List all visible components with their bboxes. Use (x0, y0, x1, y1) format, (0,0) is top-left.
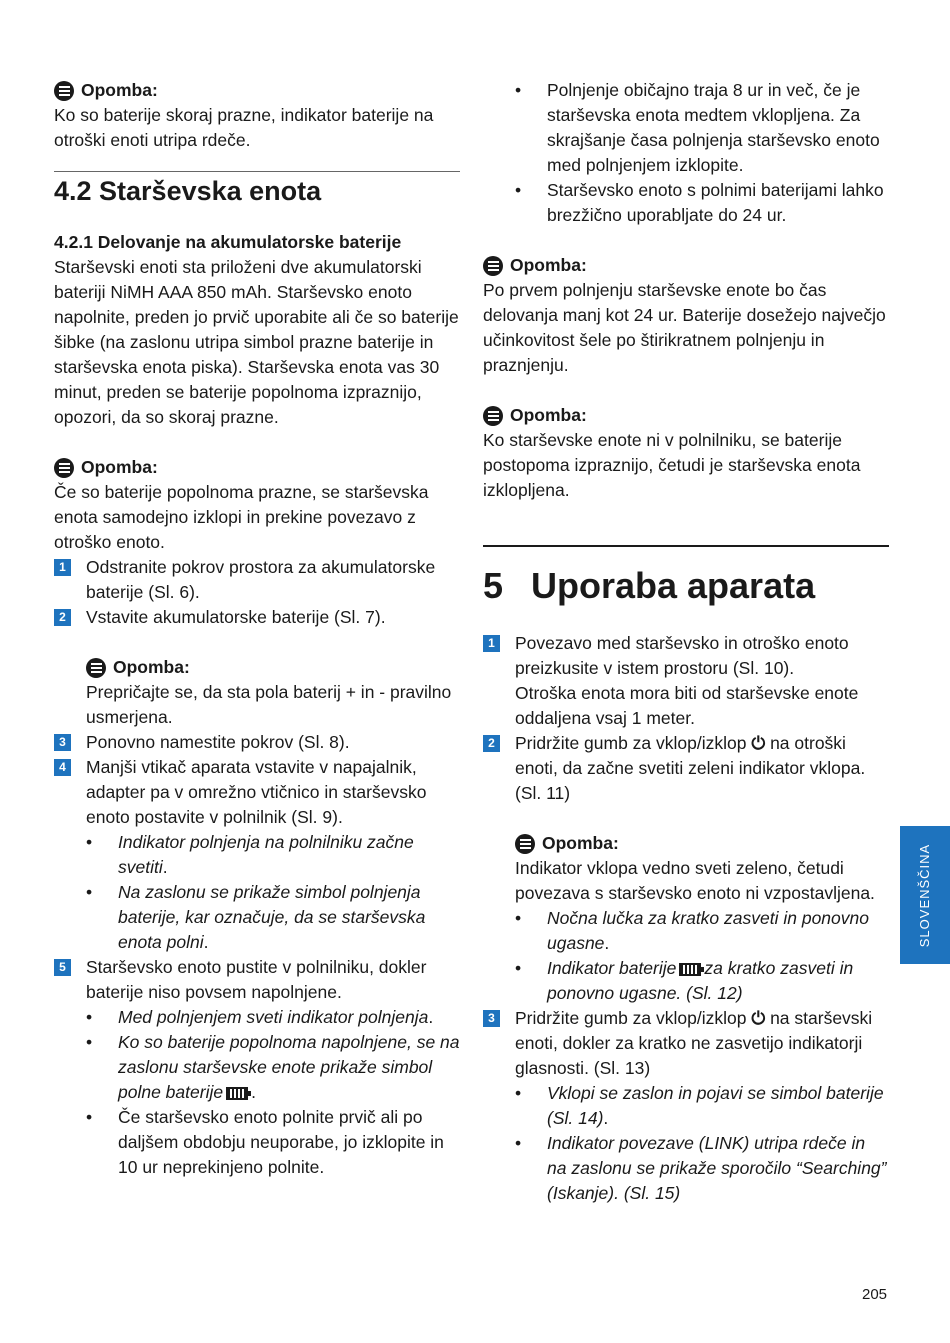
note-icon (86, 658, 106, 678)
step-number: 1 (54, 559, 71, 576)
note-icon (483, 406, 503, 426)
note-text: Ko starševske enote ni v polnilniku, se baterije postopoma izpraznijo, četudi je starševska enota izklopljena. (483, 430, 861, 500)
note-text: Indikator vklopa vedno sveti zeleno, četudi povezava s starševsko enoto ni vzpostavljena. (515, 858, 875, 903)
list-item: • Indikator polnjenja na polnilniku začne svetiti. (86, 832, 414, 877)
step-3: 3 Pridržite gumb za vklop/izklop ⏻ na starševski enoti, dokler za kratko ne zasvetijo indikatorji glasnosti. (Sl. 13) (483, 1006, 889, 1081)
step-5: 5 Starševsko enoto pustite v polnilniku, dokler baterije niso povsem napolnjene. (54, 955, 460, 1005)
note-icon (54, 81, 74, 101)
step-number: 2 (483, 735, 500, 752)
note-icon (515, 834, 535, 854)
full-battery-icon (226, 1087, 248, 1100)
note-heading: Opomba: (54, 78, 460, 103)
list-item: • Indikator baterije za kratko zasveti in ponovno ugasne. (Sl. 12) (515, 958, 854, 1003)
step-number: 4 (54, 759, 71, 776)
right-column (483, 78, 889, 1206)
chapter-title: 5 Uporaba aparata (483, 565, 816, 606)
list-item: • Polnjenje običajno traja 8 ur in več, če je starševska enota medtem vklopljena. Za skrajšanje časa polnjenja starševsko enoto med polnjenjem izklopite. (515, 80, 880, 175)
language-tab: SLOVENŠČINA (900, 826, 950, 964)
step-1: 1 Povezavo med starševsko in otroško enoto preizkusite v istem prostoru (Sl. 10). Otroška enota mora biti od starševske enote oddaljena vsaj 1 meter. (483, 631, 889, 731)
note-heading: Opomba: (54, 455, 460, 480)
note-icon (483, 256, 503, 276)
page-number: 205 (862, 1286, 888, 1303)
step-4: 4 Manjši vtikač aparata vstavite v napajalnik, adapter pa v omrežno vtičnico in starševsko enoto postavite v polnilnik (Sl. 9). (54, 755, 460, 830)
left-column (54, 78, 460, 1180)
body-paragraph: Starševski enoti sta priloženi dve akumulatorski bateriji NiMH AAA 850 mAh. Starševsko enoto napolnite, preden jo prvič uporabite ali če so baterije šibke (na zaslonu utripa simbol prazne baterije in starševska enota piska). Starševska enota vas 30 minut, preden se baterije popolnoma izpraznijo, opozori, da so skoraj prazne. (54, 257, 459, 427)
step-number: 1 (483, 635, 500, 652)
step-number: 3 (54, 734, 71, 751)
note-text: Ko so baterije skoraj prazne, indikator baterije na otroški enoti utripa rdeče. (54, 105, 434, 150)
step-number: 2 (54, 609, 71, 626)
step-number: 5 (54, 959, 71, 976)
list-item: • Nočna lučka za kratko zasveti in ponovno ugasne. (515, 908, 869, 953)
battery-icon (679, 963, 701, 976)
list-item: • Ko so baterije popolnoma napolnjene, se na zaslonu starševske enote prikaže simbol polne baterije . (86, 1032, 460, 1102)
note-heading: Opomba: (86, 655, 460, 680)
list-item: • Indikator povezave (LINK) utripa rdeče in na zaslonu se prikaže sporočilo “Searching” (Iskanje). (Sl. 15) (515, 1133, 887, 1203)
list-item: • Starševsko enoto s polnimi baterijami lahko brezžično uporabljate do 24 ur. (515, 180, 884, 225)
note-text: Če so baterije popolnoma prazne, se starševska enota samodejno izklopi in prekine povezavo z otroško enoto. (54, 482, 429, 552)
list-item: • Vklopi se zaslon in pojavi se simbol baterije (Sl. 14). (515, 1083, 884, 1128)
note-text: Prepričajte se, da sta pola baterij + in - pravilno usmerjena. (86, 682, 452, 727)
step-number: 3 (483, 1010, 500, 1027)
list-item: • Na zaslonu se prikaže simbol polnjenja baterije, kar označuje, da se starševska enota polni. (86, 882, 426, 952)
chapter-divider (483, 545, 889, 547)
note-heading: Opomba: (483, 403, 889, 428)
note-text: Po prvem polnjenju starševske enote bo čas delovanja manj kot 24 ur. Baterije dosežejo največjo učinkovitost šele po štirikratnem polnjenju in praznjenju. (483, 280, 886, 375)
section-title: 4.2 Starševska enota (54, 176, 322, 206)
power-icon: ⏻ (751, 1008, 766, 1028)
step-3: 3 Ponovno namestite pokrov (Sl. 8). (54, 730, 460, 755)
list-item: • Med polnjenjem sveti indikator polnjenja. (86, 1007, 434, 1027)
step-1: 1 Odstranite pokrov prostora za akumulatorske baterije (Sl. 6). (54, 555, 460, 605)
subsection-title: 4.2.1 Delovanje na akumulatorske baterije (54, 232, 402, 252)
list-item: • Če starševsko enoto polnite prvič ali po daljšem obdobju neuporabe, jo izklopite in 10 ur neprekinjeno polnite. (86, 1107, 444, 1177)
note-heading: Opomba: (483, 253, 889, 278)
step-2: 2 Vstavite akumulatorske baterije (Sl. 7). (54, 605, 460, 630)
power-icon: ⏻ (751, 733, 766, 753)
note-heading: Opomba: (515, 831, 889, 856)
section-divider (54, 171, 460, 172)
note-icon (54, 458, 74, 478)
step-2: 2 Pridržite gumb za vklop/izklop ⏻ na otroški enoti, da začne svetiti zeleni indikator vklopa. (Sl. 11) (483, 731, 889, 806)
